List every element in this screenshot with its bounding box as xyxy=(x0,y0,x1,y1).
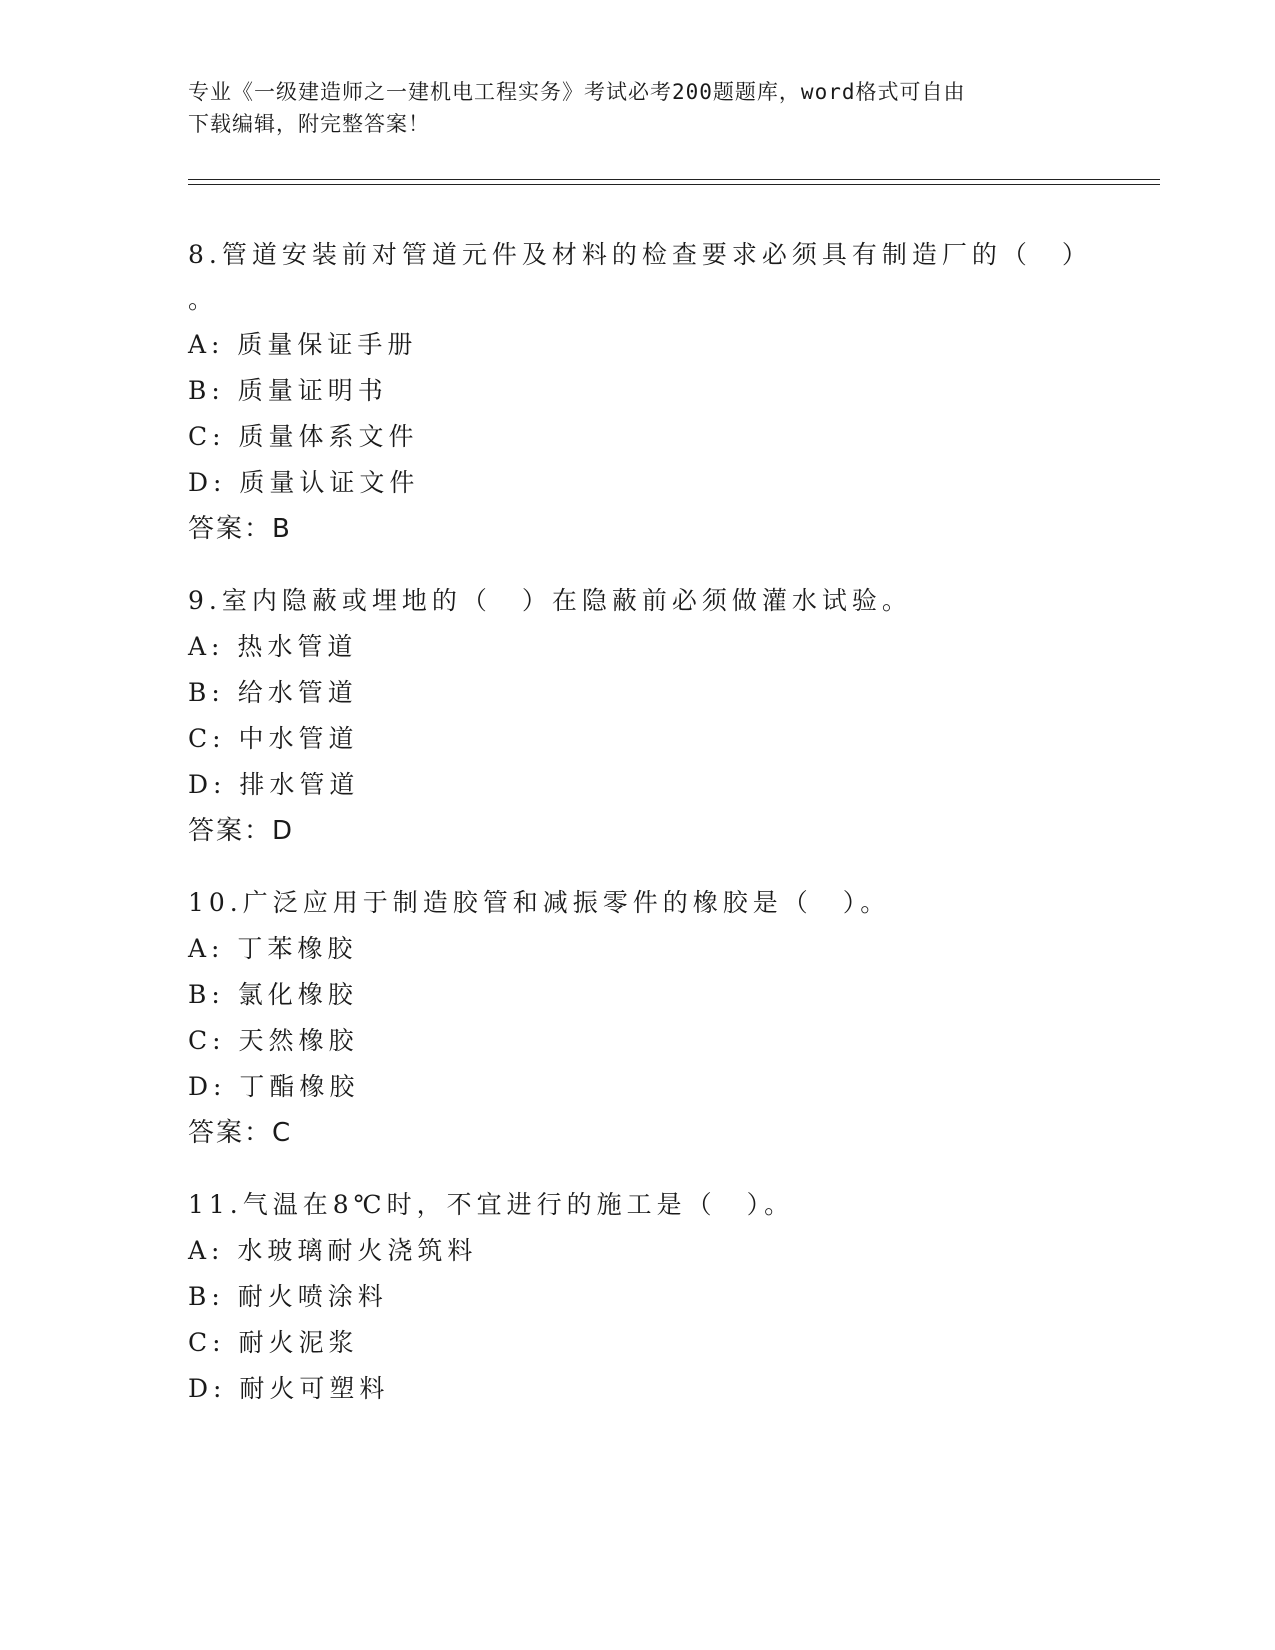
answer-label: 答案：C xyxy=(188,1118,293,1148)
option-d: D: 质量认证文件 xyxy=(188,468,420,497)
option-c: C: 天然橡胶 xyxy=(188,1026,359,1055)
option-c: C: 质量体系文件 xyxy=(188,422,419,451)
question-11 xyxy=(188,1182,1088,1412)
question-8 xyxy=(188,232,1092,552)
question-list xyxy=(188,232,1092,1438)
document-header xyxy=(188,76,1088,140)
answer-label: 答案：D xyxy=(188,816,295,846)
option-d: D: 丁酯橡胶 xyxy=(188,1072,360,1101)
question-9 xyxy=(188,578,1088,854)
question-stem-tail: 。 xyxy=(188,285,214,314)
option-b: B: 耐火喷涂料 xyxy=(188,1282,388,1311)
header-divider-top xyxy=(188,179,1160,180)
option-d: D: 耐火可塑料 xyxy=(188,1374,390,1403)
option-a: A: 水玻璃耐火浇筑料 xyxy=(188,1236,478,1265)
question-stem: 8.管道安装前对管道元件及材料的检查要求必须具有制造厂的（ ） xyxy=(188,240,1092,269)
header-line-2: 下载编辑，附完整答案！ xyxy=(188,112,430,136)
option-a: A: 丁苯橡胶 xyxy=(188,934,358,963)
option-b: B: 氯化橡胶 xyxy=(188,980,358,1009)
question-stem: 11.气温在8℃时，不宜进行的施工是（ ）。 xyxy=(188,1190,795,1219)
question-stem: 10.广泛应用于制造胶管和减振零件的橡胶是（ ）。 xyxy=(188,888,891,917)
option-b: B: 给水管道 xyxy=(188,678,358,707)
answer-label: 答案：B xyxy=(188,514,292,544)
option-d: D: 排水管道 xyxy=(188,770,360,799)
option-c: C: 中水管道 xyxy=(188,724,359,753)
option-a: A: 质量保证手册 xyxy=(188,330,418,359)
header-divider-bottom xyxy=(188,184,1160,185)
option-c: C: 耐火泥浆 xyxy=(188,1328,359,1357)
header-line-1: 专业《一级建造师之一建机电工程实务》考试必考200题题库，word格式可自由 xyxy=(188,80,966,104)
option-b: B: 质量证明书 xyxy=(188,376,388,405)
question-10 xyxy=(188,880,1088,1156)
question-stem: 9.室内隐蔽或埋地的（ ）在隐蔽前必须做灌水试验。 xyxy=(188,586,912,615)
option-a: A: 热水管道 xyxy=(188,632,358,661)
